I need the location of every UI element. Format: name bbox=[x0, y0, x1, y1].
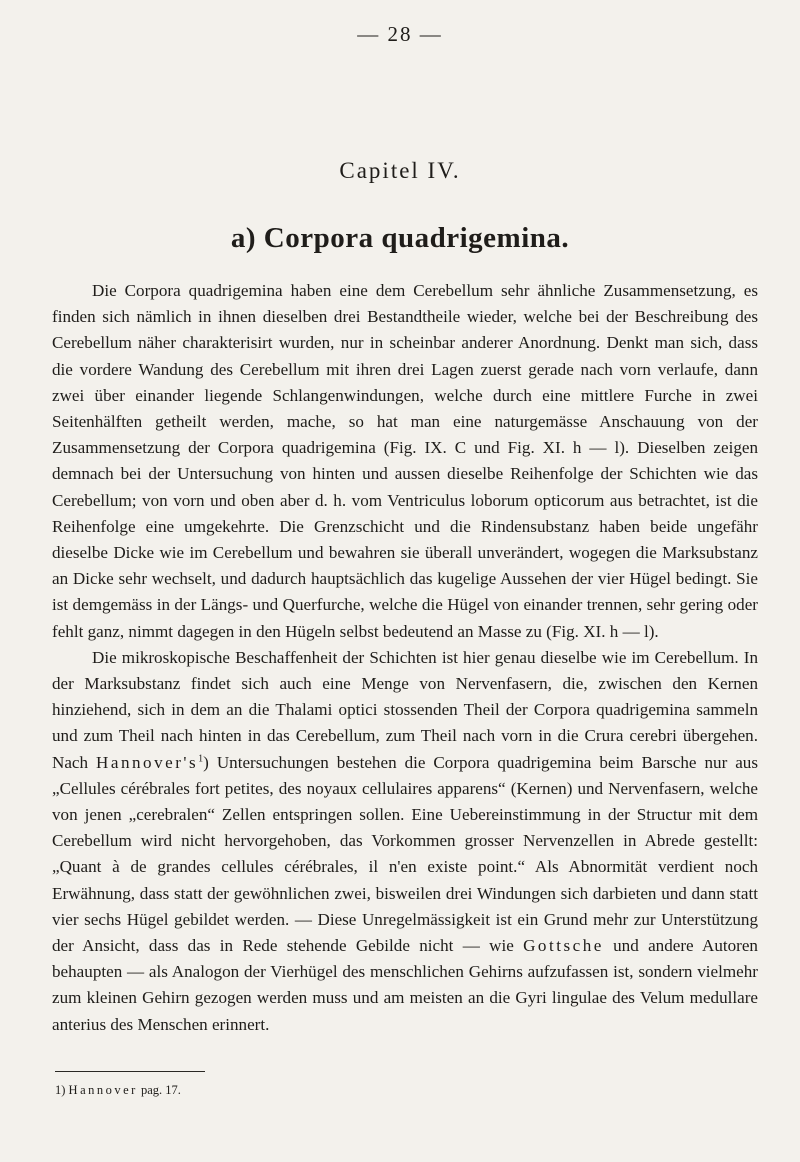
paragraph-2 bbox=[52, 645, 758, 1038]
body-text bbox=[52, 278, 758, 1038]
footnote-text: pag. 17. bbox=[137, 1083, 181, 1097]
paragraph-1: Die Corpora quadrigemina haben eine dem Cerebellum sehr ähnliche Zusammensetzung, es finden sich nämlich in ihnen dieselben drei Bestandtheile wieder, welche bei der Beschreibung des Cerebellum näher charakterisirt wurden, nur in scheinbar anderer Anordnung. Denkt man sich, dass die vordere Wandung des Cerebellum mit ihren drei Lagen zuerst gerade nach vorn verlaufe, dann zwei über einander liegende Schlangenwindungen, welche durch eine mittlere Furche in zwei Seitenhälften getheilt werden, mache, so hat man eine naturgemässe Anschauung von der Zusammensetzung der Corpora quadrigemina (Fig. IX. C und Fig. XI. h — l). Dieselben zeigen demnach bei der Untersuchung von hinten und aussen dieselbe Reihenfolge der Schichten wie das Cerebellum; von vorn und oben aber d. h. vom Ventriculus loborum opticorum aus betrachtet, ist die Reihenfolge eine umgekehrte. Die Grenzschicht und die Rindensubstanz haben beide ungefähr dieselbe Dicke wie im Cerebellum und bewahren sie überall unverändert, wogegen die Marksubstanz an Dicke sehr wechselt, und dadurch hauptsächlich das kugelige Aussehen der vier Hügel bedingt. Sie ist demgemäss in der Längs- und Querfurche, welche die Hügel von einander trennen, sehr gering oder fehlt ganz, nimmt dagegen in den Hügeln selbst bedeutend an Masse zu (Fig. XI. h — l). bbox=[52, 281, 758, 641]
section-title: a) Corpora quadrigemina. bbox=[230, 222, 570, 254]
footnote bbox=[55, 1083, 181, 1098]
author-name: Hannover's bbox=[96, 752, 199, 772]
footnote-marker: 1) bbox=[55, 1083, 66, 1097]
paragraph-2-text-c: und andere Autoren behaupten — als Analogon der Vierhügel des menschlichen Gehirns aufzufassen ist, sondern vielmehr zum kleinen Gehirn gezogen werden muss und am meisten an die Gyri lingulae des Velum medullare anterius des Menschen erinnert. bbox=[52, 936, 758, 1034]
author-name: Gottsche bbox=[523, 936, 604, 956]
page-number: — 28 — bbox=[357, 22, 443, 46]
footnote-divider bbox=[55, 1071, 205, 1072]
chapter-title: Capitel IV. bbox=[339, 158, 461, 183]
paragraph-2-text-a: Die mikroskopische Beschaffenheit der Schichten ist hier genau dieselbe wie im Cerebellum. In der Marksubstanz findet sich auch eine Menge von Nervenfasern, die, zwischen den Kernen hinziehend, sich in dem an die Thalami optici stossenden Theil der Corpora quadrigemina sammeln und zum Theil nach hinten in das Cerebellum, zum Theil nach vorn in die Crura cerebri übergehen. Nach bbox=[52, 647, 758, 772]
footnote-reference: 1 bbox=[198, 752, 204, 764]
footnote-author: Hannover bbox=[68, 1083, 138, 1097]
paragraph-2-text-b: ) Untersuchungen bestehen die Corpora quadrigemina beim Barsche nur aus „Cellules cérébrales fort petites, des noyaux cellulaires apparens“ (Kernen) und Nervenfasern, welche von jenen „cerebralen“ Zellen entspringen sollen. Eine Uebereinstimmung in der Structur mit dem Cerebellum wird nicht hervorgehoben, das Vorkommen grosser Nervenzellen in Abrede gestellt: „Quant à de grandes cellules cérébrales, il n'en existe point.“ Als Abnormität verdient noch Erwähnung, dass statt der gewöhnlichen zwei, bisweilen drei Windungen sich darbieten und dann statt vier sechs Hügel gebildet werden. — Diese Unregelmässigkeit ist ein Grund mehr zur Unterstützung der Ansicht, dass das in Rede stehende Gebilde nicht — wie bbox=[52, 752, 758, 956]
